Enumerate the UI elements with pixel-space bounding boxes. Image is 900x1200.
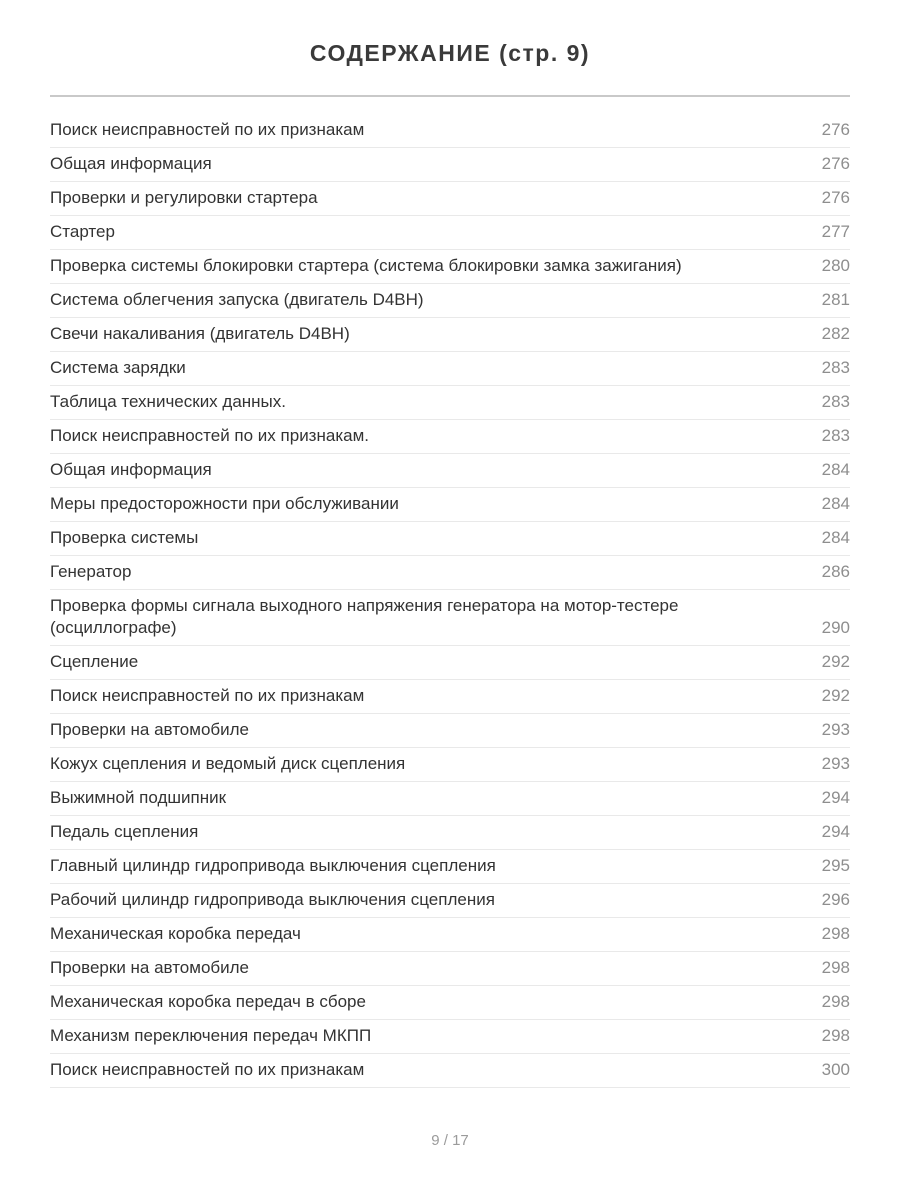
toc-entry[interactable] — [50, 850, 850, 884]
toc-entry-label: Сцепление — [50, 652, 139, 671]
toc-entry-page: 294 — [821, 788, 850, 807]
toc-entry-page: 282 — [821, 324, 850, 343]
toc-entry-label: Таблица технических данных. — [50, 392, 286, 411]
toc-entry[interactable] — [50, 884, 850, 918]
toc-entry-page: 284 — [821, 528, 850, 547]
toc-entry[interactable] — [50, 782, 850, 816]
toc-entry-label: Генератор — [50, 562, 132, 581]
toc-list — [50, 114, 850, 1088]
toc-entry-page: 292 — [821, 652, 850, 671]
toc-entry-page: 276 — [821, 120, 850, 139]
toc-entry-page: 300 — [821, 1060, 850, 1079]
toc-entry[interactable] — [50, 952, 850, 986]
toc-entry[interactable] — [50, 646, 850, 680]
toc-entry-page: 283 — [821, 426, 850, 445]
toc-entry[interactable] — [50, 352, 850, 386]
toc-entry-page: 281 — [821, 290, 850, 309]
toc-entry-label: Проверка формы сигнала выходного напряжения генератора на мотор-тестере (осциллографе) — [50, 596, 679, 637]
page-indicator: 9 / 17 — [431, 1132, 469, 1149]
toc-entry-label: Главный цилиндр гидропривода выключения сцепления — [50, 856, 496, 875]
toc-entry[interactable] — [50, 250, 850, 284]
toc-entry-label: Проверка системы блокировки стартера (система блокировки замка зажигания) — [50, 256, 682, 275]
toc-entry-page: 298 — [821, 924, 850, 943]
toc-entry-label: Проверки и регулировки стартера — [50, 188, 318, 207]
toc-entry-label: Система зарядки — [50, 358, 186, 377]
toc-entry[interactable] — [50, 114, 850, 148]
toc-entry[interactable] — [50, 556, 850, 590]
toc-entry-label: Педаль сцепления — [50, 822, 199, 841]
toc-entry-label: Проверка системы — [50, 528, 199, 547]
toc-entry-page: 283 — [821, 392, 850, 411]
toc-entry-page: 293 — [821, 720, 850, 739]
toc-entry[interactable] — [50, 1054, 850, 1088]
toc-entry[interactable] — [50, 454, 850, 488]
toc-entry-label: Общая информация — [50, 154, 212, 173]
toc-entry-label: Механическая коробка передач в сборе — [50, 992, 366, 1011]
toc-entry-label: Рабочий цилиндр гидропривода выключения сцепления — [50, 890, 495, 909]
toc-entry[interactable] — [50, 1020, 850, 1054]
toc-entry-label: Стартер — [50, 222, 115, 241]
toc-entry-label: Выжимной подшипник — [50, 788, 227, 807]
toc-entry-page: 290 — [821, 618, 850, 637]
toc-entry[interactable] — [50, 918, 850, 952]
toc-entry-page: 277 — [821, 222, 850, 241]
toc-entry[interactable] — [50, 986, 850, 1020]
toc-entry-page: 284 — [821, 460, 850, 479]
toc-entry-page: 298 — [821, 958, 850, 977]
contents-page — [50, 40, 850, 1149]
toc-entry-label: Проверки на автомобиле — [50, 958, 250, 977]
toc-entry-page: 286 — [821, 562, 850, 581]
toc-entry[interactable] — [50, 182, 850, 216]
toc-entry-label: Система облегчения запуска (двигатель D4BH) — [50, 290, 424, 309]
toc-entry-label: Общая информация — [50, 460, 212, 479]
toc-entry-page: 298 — [821, 992, 850, 1011]
toc-entry-label: Меры предосторожности при обслуживании — [50, 494, 399, 513]
toc-entry-label: Свечи накаливания (двигатель D4BH) — [50, 324, 350, 343]
toc-entry-label: Механическая коробка передач — [50, 924, 301, 943]
toc-entry[interactable] — [50, 216, 850, 250]
page-title: СОДЕРЖАНИЕ (стр. 9) — [309, 40, 591, 66]
toc-entry-page: 284 — [821, 494, 850, 513]
toc-entry-page: 295 — [821, 856, 850, 875]
toc-entry-page: 292 — [821, 686, 850, 705]
toc-entry-page: 283 — [821, 358, 850, 377]
toc-entry-page: 298 — [821, 1026, 850, 1045]
toc-entry[interactable] — [50, 318, 850, 352]
toc-entry-page: 276 — [821, 188, 850, 207]
toc-entry-label: Проверки на автомобиле — [50, 720, 250, 739]
toc-entry[interactable] — [50, 714, 850, 748]
toc-entry[interactable] — [50, 488, 850, 522]
toc-entry-label: Механизм переключения передач МКПП — [50, 1026, 372, 1045]
toc-entry[interactable] — [50, 284, 850, 318]
toc-entry-page: 293 — [821, 754, 850, 773]
toc-entry-label: Поиск неисправностей по их признакам — [50, 686, 365, 705]
toc-entry-label: Поиск неисправностей по их признакам — [50, 120, 365, 139]
toc-entry-label: Поиск неисправностей по их признакам — [50, 1060, 365, 1079]
toc-entry[interactable] — [50, 680, 850, 714]
toc-entry[interactable] — [50, 386, 850, 420]
toc-entry-page: 296 — [821, 890, 850, 909]
toc-entry-label: Поиск неисправностей по их признакам. — [50, 426, 369, 445]
toc-entry-label: Кожух сцепления и ведомый диск сцепления — [50, 754, 406, 773]
toc-entry-page: 276 — [821, 154, 850, 173]
toc-entry[interactable] — [50, 748, 850, 782]
title-divider — [50, 95, 850, 97]
toc-entry-page: 294 — [821, 822, 850, 841]
toc-entry[interactable] — [50, 590, 850, 646]
toc-entry[interactable] — [50, 420, 850, 454]
toc-entry-page: 280 — [821, 256, 850, 275]
toc-entry[interactable] — [50, 522, 850, 556]
toc-entry[interactable] — [50, 148, 850, 182]
toc-entry[interactable] — [50, 816, 850, 850]
